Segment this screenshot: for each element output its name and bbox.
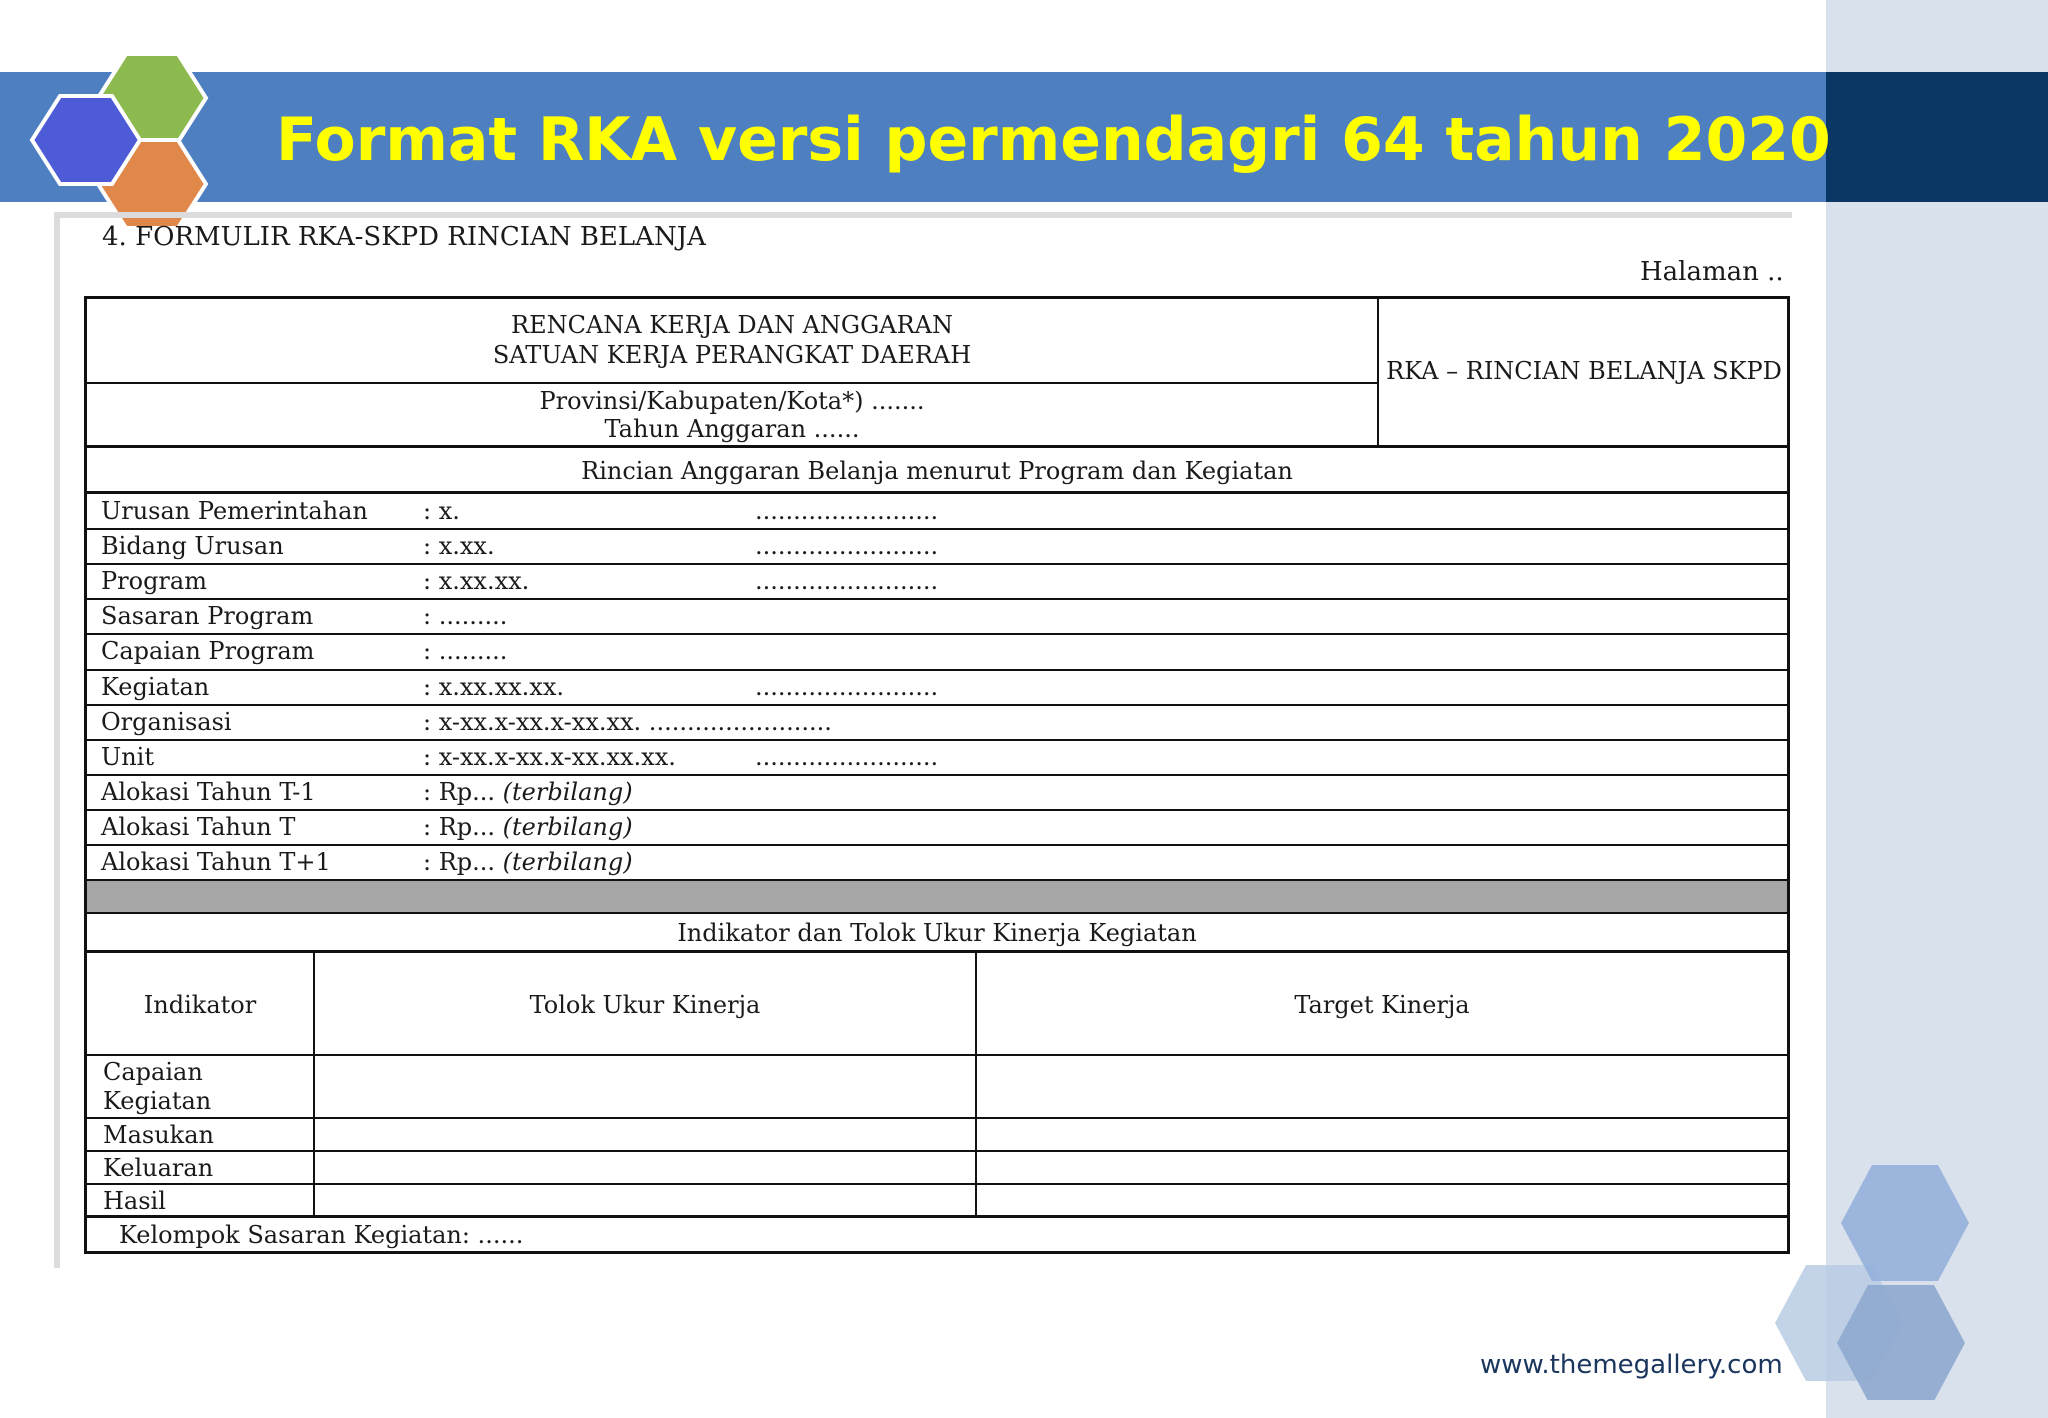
row-value: : x.xx.	[423, 532, 495, 561]
row-value: : x.xx.xx.	[423, 567, 530, 596]
indicator-label-capaian: Capaian	[103, 1058, 203, 1086]
doc-code: RKA – RINCIAN BELANJA SKPD	[1386, 357, 1782, 385]
indicator-row-line-1	[87, 1054, 1787, 1056]
section-line-bottom	[87, 491, 1787, 494]
row-line	[87, 528, 1787, 530]
row-line	[87, 844, 1787, 846]
website-url: www.themegallery.com	[1480, 1350, 1783, 1380]
indicator-row-capaian-2	[103, 1087, 211, 1115]
row-label: Unit	[101, 742, 155, 771]
indicator-row-line-4	[87, 1183, 1787, 1185]
row-value: : x.xx.xx.xx.	[423, 672, 564, 701]
row-line	[87, 739, 1787, 741]
indicator-header-target: Target Kinerja	[1294, 991, 1470, 1019]
indicator-row-keluaran: Keluaran	[103, 1154, 214, 1182]
form-heading: 4. FORMULIR RKA-SKPD RINCIAN BELANJA	[102, 222, 706, 252]
gray-separator	[87, 879, 1787, 912]
row-line	[87, 669, 1787, 671]
row-dots: ........................	[755, 567, 939, 596]
indicator-row-line-2	[87, 1117, 1787, 1119]
indicator-header-indikator: Indikator	[143, 991, 257, 1019]
row-line	[87, 774, 1787, 776]
indicator-col-divider-2	[975, 950, 977, 1215]
row-line	[87, 633, 1787, 635]
gray-line-bottom	[87, 912, 1787, 914]
indicator-title: Indikator dan Tolok Ukur Kinerja Kegiatan	[677, 919, 1197, 947]
row-line	[87, 704, 1787, 706]
row-label: Urusan Pemerintahan	[101, 497, 368, 525]
row-label: Capaian Program	[101, 637, 315, 666]
row-dots: ........................	[755, 497, 939, 525]
page-label: Halaman ..	[1640, 257, 1784, 287]
row-label: Alokasi Tahun T-1	[101, 777, 316, 806]
header-line-2: SATUAN KERJA PERANGKAT DAERAH	[492, 341, 972, 369]
section-line-top	[87, 445, 1787, 448]
row-dots: ........................	[755, 672, 939, 701]
row-label: Alokasi Tahun T	[101, 812, 296, 841]
row-label: Kegiatan	[101, 672, 210, 701]
row-dots: ........................	[755, 742, 939, 771]
row-value: : Rp... (terbilang)	[423, 848, 633, 876]
slide-title: Format RKA versi permendagri 64 tahun 2020	[276, 105, 1831, 175]
hexagon-logo-icon	[20, 40, 240, 230]
row-label: Bidang Urusan	[101, 532, 284, 561]
indicator-line	[87, 950, 1787, 953]
row-value: : x.	[423, 497, 460, 525]
row-value: : Rp... (terbilang)	[423, 777, 633, 806]
row-value: : x-xx.x-xx.x-xx.xx. ........................	[423, 707, 832, 736]
header-split-line	[87, 382, 1377, 384]
row-value: : Rp... (terbilang)	[423, 812, 633, 841]
row-line	[87, 809, 1787, 811]
section-title: Rincian Anggaran Belanja menurut Program dan Kegiatan	[581, 457, 1293, 485]
indicator-col-divider-1	[313, 950, 315, 1215]
indicator-row-capaian-1	[103, 1058, 203, 1086]
indicator-label-kegiatan: Kegiatan	[103, 1087, 212, 1115]
row-label: Program	[101, 567, 207, 596]
gray-line-top	[87, 879, 1787, 881]
header-line-1: RENCANA KERJA DAN ANGGARAN	[511, 311, 953, 339]
row-label: Sasaran Program	[101, 602, 314, 631]
row-note: (terbilang)	[502, 812, 633, 841]
row-value: : .........	[423, 637, 508, 666]
title-banner-dark-end	[1826, 72, 2048, 202]
indicator-row-hasil: Hasil	[103, 1187, 166, 1215]
row-line	[87, 598, 1787, 600]
indicator-row-masukan: Masukan	[103, 1121, 214, 1149]
region-line: Provinsi/Kabupaten/Kota*) .......	[539, 387, 925, 415]
row-label: Organisasi	[101, 707, 232, 736]
row-dots: ........................	[755, 532, 939, 561]
row-note: (terbilang)	[502, 777, 633, 806]
row-note: (terbilang)	[502, 848, 633, 876]
rka-form-table	[84, 296, 1790, 1254]
indicator-row-line-3	[87, 1150, 1787, 1152]
row-value: : .........	[423, 602, 508, 631]
deco-hexagon-2	[1841, 1165, 1969, 1281]
indicator-header-tolok-ukur: Tolok Ukur Kinerja	[529, 991, 761, 1019]
row-label: Alokasi Tahun T+1	[101, 848, 331, 876]
year-line: Tahun Anggaran ......	[604, 415, 860, 443]
footer-target-group: Kelompok Sasaran Kegiatan: ......	[119, 1221, 524, 1249]
row-value: : x-xx.x-xx.x-xx.xx.xx.	[423, 742, 676, 771]
row-line	[87, 563, 1787, 565]
indicator-row-line-5	[87, 1215, 1787, 1218]
